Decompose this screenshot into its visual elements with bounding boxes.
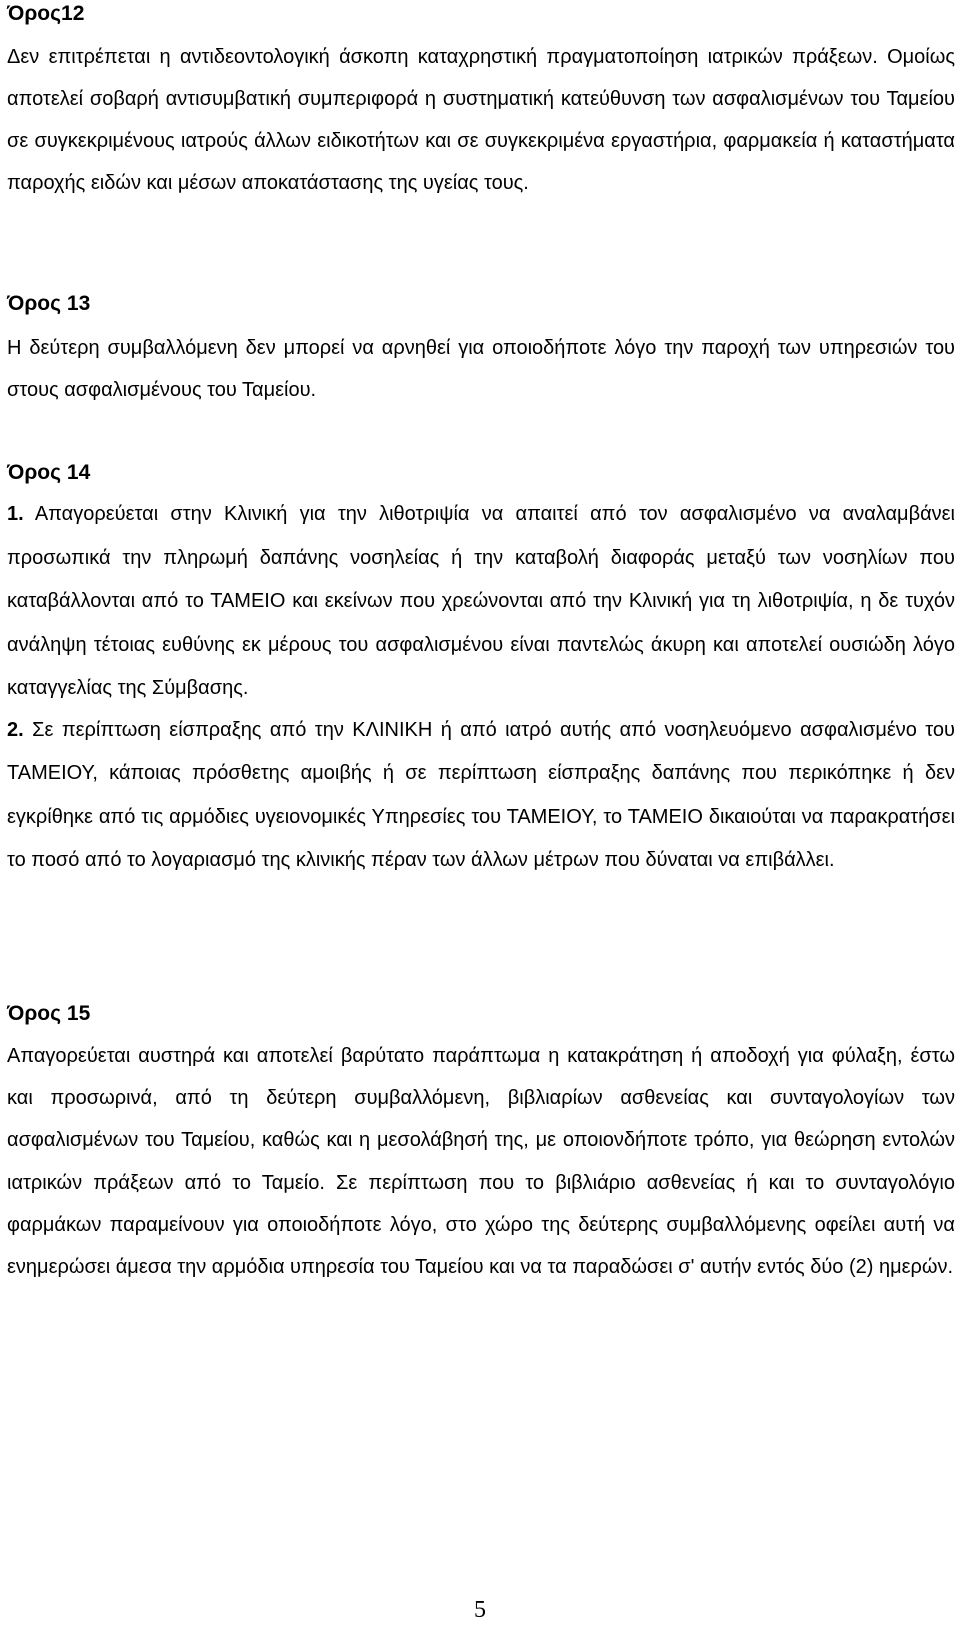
list-item-number: 2. xyxy=(7,718,24,741)
paragraph: Δεν επιτρέπεται η αντιδεοντολογική άσκοπη καταχρηστική πραγματοποίηση ιατρικών πράξεων. Ομοίως αποτελεί σοβαρή αντισυμβατική συμπεριφορά η συστηματική κατεύθυνση των ασφαλισμένων του Ταμείου σε συγκεκριμένους ιατρούς άλλων ειδικοτήτων και σε συγκεκριμένα εργαστήρια, φαρμακεία ή καταστήματα παροχής ειδών και μέσων αποκατάστασης της υγείας τους. xyxy=(7,46,955,194)
section-heading: Όρος 13 xyxy=(7,292,91,315)
section-term-14 xyxy=(7,461,955,883)
section-heading: Όρος 14 xyxy=(7,461,91,484)
list-item xyxy=(7,709,955,883)
paragraph: Η δεύτερη συμβαλλόμενη δεν μπορεί να αρνηθεί για οποιοδήποτε λόγο την παροχή των υπηρεσιών του στους ασφαλισμένους του Ταμείου. xyxy=(7,337,955,401)
section-term-13 xyxy=(7,292,955,411)
list-item-text: Σε περίπτωση είσπραξης από την ΚΛΙΝΙΚΗ ή από ιατρό αυτής από νοσηλευόμενο ασφαλισμένο του ΤΑΜΕΙΟΥ, κάποιας πρόσθετης αμοιβής ή σε περίπτωση είσπραξης δαπάνης που περικόπηκε ή δεν εγκρίθηκε από τις αρμόδιες υγειονομικές Υπηρεσίες του ΤΑΜΕΙΟΥ, το ΤΑΜΕΙΟ δικαιούται να παρακρατήσει το ποσό από το λογαριασμό της κλινικής πέραν των άλλων μέτρων που δύναται να επιβάλλει. xyxy=(7,718,955,871)
list-item-text: Απαγορεύεται στην Κλινική για την λιθοτριψία να απαιτεί από τον ασφαλισμένο να αναλαμβάνει προσωπικά την πληρωμή δαπάνης νοσηλείας ή την καταβολή διαφοράς μεταξύ των νοσηλίων που καταβάλλονται από το ΤΑΜΕΙΟ και εκείνων που χρεώνονται από την Κλινική για τη λιθοτριψία, η δε τυχόν ανάληψη τέτοιας ευθύνης εκ μέρους του ασφαλισμένου είναι παντελώς άκυρη και αποτελεί ουσιώδη λόγο καταγγελίας της Σύμβασης. xyxy=(7,503,955,699)
section-term-12 xyxy=(7,2,955,204)
list-item xyxy=(7,493,955,711)
list-item-number: 1. xyxy=(7,503,24,525)
section-term-15 xyxy=(7,1002,955,1288)
page-number: 5 xyxy=(474,1597,486,1623)
paragraph: Απαγορεύεται αυστηρά και αποτελεί βαρύτατο παράπτωμα η κατακράτηση ή αποδοχή για φύλαξη, έστω και προσωρινά, από τη δεύτερη συμβαλλόμενη, βιβλιαρίων ασθενείας και συνταγολογίων των ασφαλισμένων του Ταμείου, καθώς και η μεσολάβησή της, με οποιονδήποτε τρόπο, για θεώρηση εντολών ιατρικών πράξεων από το Ταμείο. Σε περίπτωση που το βιβλιάριο ασθενείας ή και το συνταγολόγιο φαρμάκων παραμείνουν για οποιοδήποτε λόγο, στο χώρο της δεύτερης συμβαλλόμενης οφείλει αυτή να ενημερώσει άμεσα την αρμόδια υπηρεσία του Ταμείου και να τα παραδώσει σ' αυτήν εντός δύο (2) ημερών. xyxy=(7,1045,955,1279)
section-heading: Όρος12 xyxy=(7,2,85,25)
section-heading: Όρος 15 xyxy=(7,1002,91,1025)
